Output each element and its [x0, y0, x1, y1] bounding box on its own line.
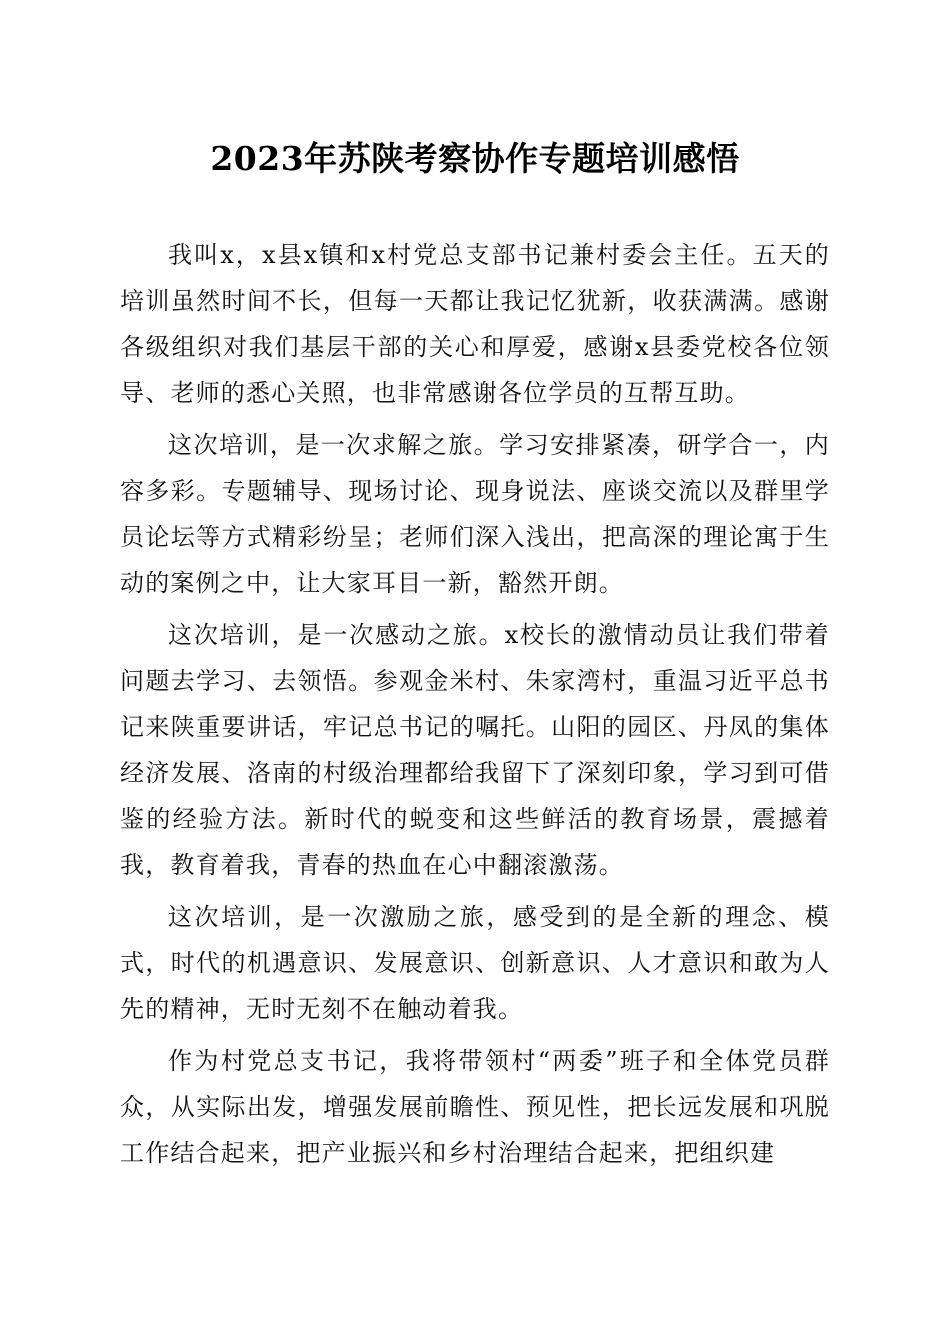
- paragraph-4: 这次培训，是一次激励之旅，感受到的是全新的理念、模式，时代的机遇意识、发展意识、创新意识、人才意识和敢为人先的精神，无时无刻不在触动着我。: [120, 903, 830, 1023]
- paragraph-2: 这次培训，是一次求解之旅。学习安排紧凑，研学合一，内容多彩。专题辅导、现场讨论、现身说法、座谈交流以及群里学员论坛等方式精彩纷呈；老师们深入浅出，把高深的理论寓于生动的案例之中，让大家耳目一新，豁然开朗。: [120, 431, 830, 597]
- document-title: 2023年苏陕考察协作专题培训感悟: [210, 139, 740, 178]
- paragraph-3: 这次培训，是一次感动之旅。x校长的激情动员让我们带着问题去学习、去领悟。参观金米村、朱家湾村，重温习近平总书记来陕重要讲话，牢记总书记的嘱托。山阳的园区、丹凤的集体经济发展、洛南的村级治理都给我留下了深刻印象，学习到可借鉴的经验方法。新时代的蜕变和这些鲜活的教育场景，震撼着我，教育着我，青春的热血在心中翻滚激荡。: [120, 621, 830, 879]
- paragraph-5: 作为村党总支书记，我将带领村“两委”班子和全体党员群众，从实际出发，增强发展前瞻性、预见性，把长远发展和巩脱工作结合起来，把产业振兴和乡村治理结合起来，把组织建: [120, 1047, 830, 1167]
- document-body: [120, 232, 830, 1182]
- paragraph-1: 我叫x，x县x镇和x村党总支部书记兼村委会主任。五天的培训虽然时间不长，但每一天都让我记忆犹新，收获满满。感谢各级组织对我们基层干部的关心和厚爱，感谢x县委党校各位领导、老师的悉心关照，也非常感谢各位学员的互帮互助。: [120, 241, 830, 407]
